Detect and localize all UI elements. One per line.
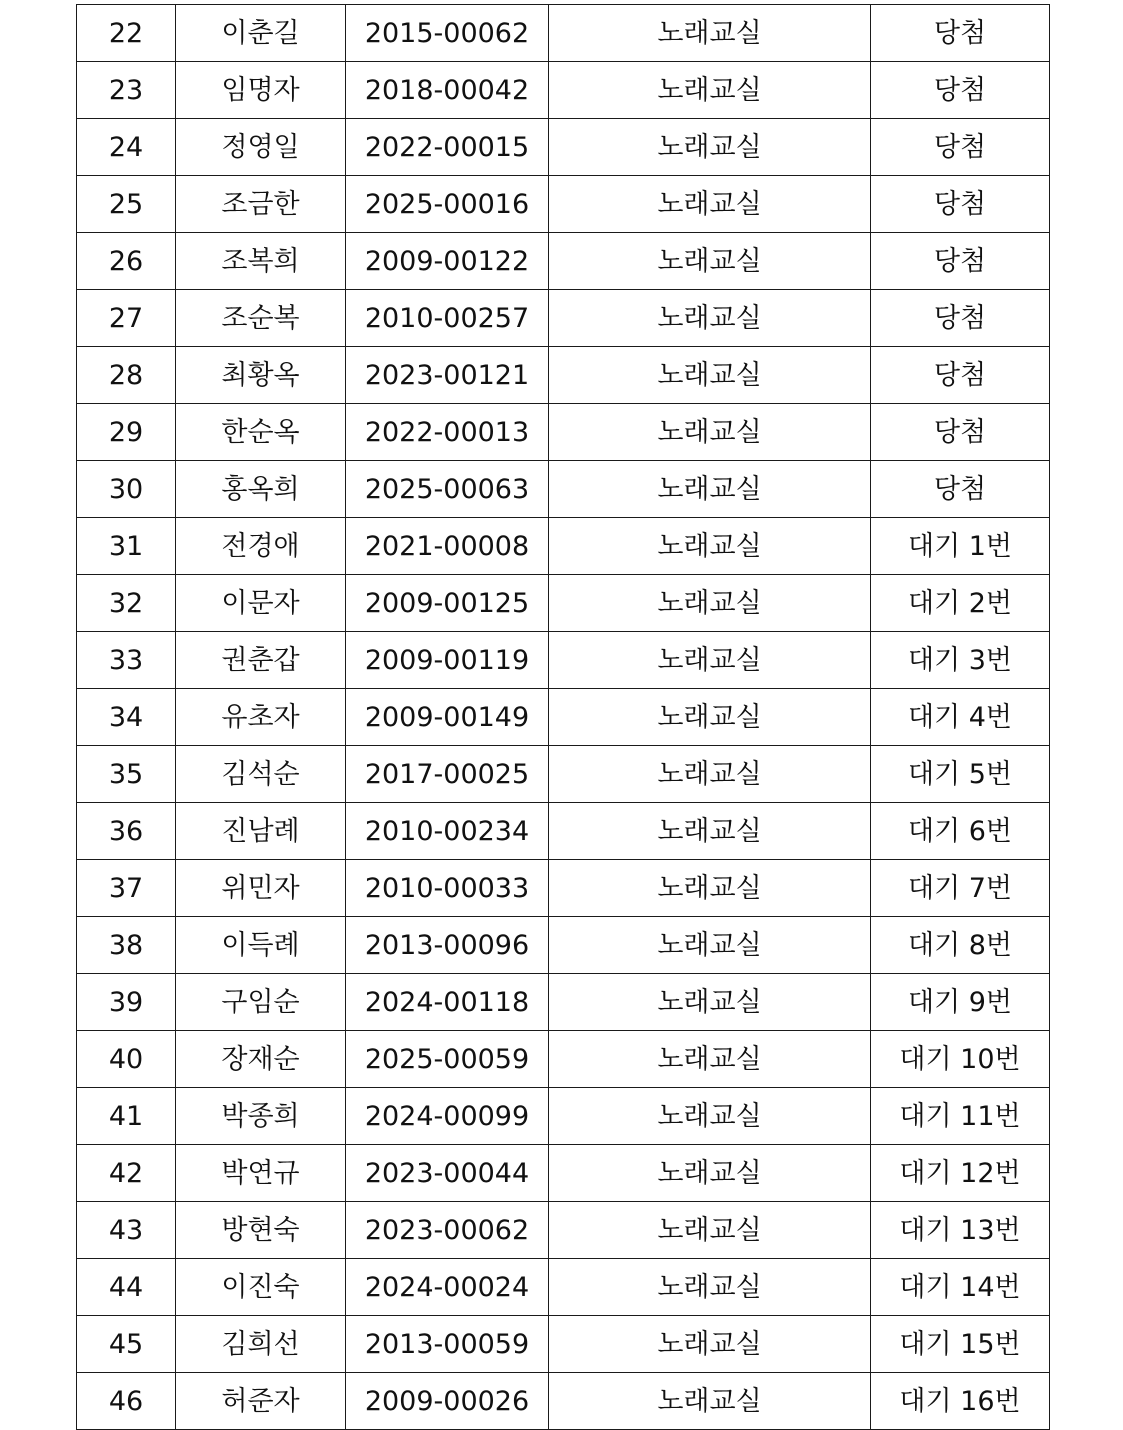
applicant-name-cell: 유초자 <box>176 689 346 746</box>
row-number-cell: 36 <box>77 803 176 860</box>
lottery-result-cell: 대기 12번 <box>871 1145 1050 1202</box>
table-row <box>77 404 1050 461</box>
registration-number-cell: 2009-00026 <box>346 1373 549 1430</box>
applicant-name-cell: 이진숙 <box>176 1259 346 1316</box>
class-name-cell: 노래교실 <box>549 1259 871 1316</box>
lottery-result-cell: 대기 4번 <box>871 689 1050 746</box>
class-name-cell: 노래교실 <box>549 233 871 290</box>
lottery-result-cell: 당첨 <box>871 461 1050 518</box>
lottery-result-table <box>76 4 1050 1430</box>
row-number-cell: 41 <box>77 1088 176 1145</box>
lottery-result-cell: 대기 2번 <box>871 575 1050 632</box>
lottery-result-cell: 대기 13번 <box>871 1202 1050 1259</box>
row-number-cell: 39 <box>77 974 176 1031</box>
row-number-cell: 22 <box>77 5 176 62</box>
class-name-cell: 노래교실 <box>549 917 871 974</box>
registration-number-cell: 2017-00025 <box>346 746 549 803</box>
class-name-cell: 노래교실 <box>549 347 871 404</box>
registration-number-cell: 2009-00125 <box>346 575 549 632</box>
row-number-cell: 33 <box>77 632 176 689</box>
table-row <box>77 461 1050 518</box>
table-row <box>77 176 1050 233</box>
registration-number-cell: 2010-00257 <box>346 290 549 347</box>
table-row <box>77 347 1050 404</box>
applicant-name-cell: 이문자 <box>176 575 346 632</box>
applicant-name-cell: 진남례 <box>176 803 346 860</box>
lottery-result-cell: 대기 6번 <box>871 803 1050 860</box>
class-name-cell: 노래교실 <box>549 404 871 461</box>
row-number-cell: 46 <box>77 1373 176 1430</box>
class-name-cell: 노래교실 <box>549 62 871 119</box>
applicant-name-cell: 허준자 <box>176 1373 346 1430</box>
registration-number-cell: 2022-00015 <box>346 119 549 176</box>
registration-number-cell: 2009-00122 <box>346 233 549 290</box>
table-row <box>77 1202 1050 1259</box>
row-number-cell: 25 <box>77 176 176 233</box>
row-number-cell: 37 <box>77 860 176 917</box>
row-number-cell: 26 <box>77 233 176 290</box>
table-row <box>77 917 1050 974</box>
table-row <box>77 1316 1050 1373</box>
registration-number-cell: 2023-00044 <box>346 1145 549 1202</box>
class-name-cell: 노래교실 <box>549 290 871 347</box>
row-number-cell: 42 <box>77 1145 176 1202</box>
table-row <box>77 974 1050 1031</box>
applicant-name-cell: 구임순 <box>176 974 346 1031</box>
lottery-result-cell: 대기 7번 <box>871 860 1050 917</box>
table-row <box>77 518 1050 575</box>
lottery-result-cell: 대기 10번 <box>871 1031 1050 1088</box>
registration-number-cell: 2024-00099 <box>346 1088 549 1145</box>
row-number-cell: 40 <box>77 1031 176 1088</box>
lottery-result-cell: 대기 15번 <box>871 1316 1050 1373</box>
applicant-name-cell: 조순복 <box>176 290 346 347</box>
class-name-cell: 노래교실 <box>549 1373 871 1430</box>
table-row <box>77 119 1050 176</box>
class-name-cell: 노래교실 <box>549 176 871 233</box>
lottery-result-cell: 대기 11번 <box>871 1088 1050 1145</box>
table-row <box>77 689 1050 746</box>
registration-number-cell: 2024-00024 <box>346 1259 549 1316</box>
applicant-name-cell: 한순옥 <box>176 404 346 461</box>
registration-number-cell: 2010-00033 <box>346 860 549 917</box>
lottery-result-cell: 당첨 <box>871 119 1050 176</box>
row-number-cell: 28 <box>77 347 176 404</box>
lottery-result-cell: 대기 1번 <box>871 518 1050 575</box>
table-row <box>77 1031 1050 1088</box>
table-row <box>77 5 1050 62</box>
class-name-cell: 노래교실 <box>549 803 871 860</box>
class-name-cell: 노래교실 <box>549 974 871 1031</box>
registration-number-cell: 2023-00062 <box>346 1202 549 1259</box>
applicant-name-cell: 김석순 <box>176 746 346 803</box>
table-row <box>77 803 1050 860</box>
lottery-result-cell: 대기 5번 <box>871 746 1050 803</box>
applicant-name-cell: 권춘갑 <box>176 632 346 689</box>
table-row <box>77 860 1050 917</box>
class-name-cell: 노래교실 <box>549 1202 871 1259</box>
class-name-cell: 노래교실 <box>549 689 871 746</box>
table-body <box>77 5 1050 1430</box>
applicant-name-cell: 방현숙 <box>176 1202 346 1259</box>
row-number-cell: 44 <box>77 1259 176 1316</box>
lottery-result-cell: 당첨 <box>871 347 1050 404</box>
applicant-name-cell: 정영일 <box>176 119 346 176</box>
lottery-result-cell: 당첨 <box>871 5 1050 62</box>
class-name-cell: 노래교실 <box>549 5 871 62</box>
row-number-cell: 29 <box>77 404 176 461</box>
class-name-cell: 노래교실 <box>549 1088 871 1145</box>
table-row <box>77 1088 1050 1145</box>
class-name-cell: 노래교실 <box>549 1031 871 1088</box>
table-row <box>77 233 1050 290</box>
registration-number-cell: 2025-00016 <box>346 176 549 233</box>
lottery-result-cell: 대기 8번 <box>871 917 1050 974</box>
table-row <box>77 1373 1050 1430</box>
lottery-result-cell: 대기 9번 <box>871 974 1050 1031</box>
row-number-cell: 43 <box>77 1202 176 1259</box>
row-number-cell: 24 <box>77 119 176 176</box>
lottery-result-cell: 당첨 <box>871 233 1050 290</box>
applicant-name-cell: 김희선 <box>176 1316 346 1373</box>
class-name-cell: 노래교실 <box>549 746 871 803</box>
row-number-cell: 45 <box>77 1316 176 1373</box>
registration-number-cell: 2013-00059 <box>346 1316 549 1373</box>
row-number-cell: 30 <box>77 461 176 518</box>
row-number-cell: 32 <box>77 575 176 632</box>
class-name-cell: 노래교실 <box>549 1316 871 1373</box>
registration-number-cell: 2025-00059 <box>346 1031 549 1088</box>
table-row <box>77 746 1050 803</box>
table-row <box>77 632 1050 689</box>
table-row <box>77 62 1050 119</box>
applicant-name-cell: 장재순 <box>176 1031 346 1088</box>
lottery-result-cell: 대기 3번 <box>871 632 1050 689</box>
class-name-cell: 노래교실 <box>549 575 871 632</box>
lottery-result-cell: 당첨 <box>871 62 1050 119</box>
registration-number-cell: 2022-00013 <box>346 404 549 461</box>
row-number-cell: 38 <box>77 917 176 974</box>
lottery-result-cell: 대기 14번 <box>871 1259 1050 1316</box>
registration-number-cell: 2009-00119 <box>346 632 549 689</box>
applicant-name-cell: 홍옥희 <box>176 461 346 518</box>
registration-number-cell: 2015-00062 <box>346 5 549 62</box>
registration-number-cell: 2021-00008 <box>346 518 549 575</box>
class-name-cell: 노래교실 <box>549 119 871 176</box>
applicant-name-cell: 전경애 <box>176 518 346 575</box>
row-number-cell: 31 <box>77 518 176 575</box>
class-name-cell: 노래교실 <box>549 461 871 518</box>
row-number-cell: 27 <box>77 290 176 347</box>
lottery-result-cell: 당첨 <box>871 290 1050 347</box>
applicant-name-cell: 박종희 <box>176 1088 346 1145</box>
lottery-result-cell: 당첨 <box>871 176 1050 233</box>
applicant-name-cell: 임명자 <box>176 62 346 119</box>
registration-number-cell: 2013-00096 <box>346 917 549 974</box>
registration-number-cell: 2010-00234 <box>346 803 549 860</box>
registration-number-cell: 2024-00118 <box>346 974 549 1031</box>
table-row <box>77 1145 1050 1202</box>
registration-number-cell: 2018-00042 <box>346 62 549 119</box>
row-number-cell: 35 <box>77 746 176 803</box>
class-name-cell: 노래교실 <box>549 632 871 689</box>
registration-number-cell: 2009-00149 <box>346 689 549 746</box>
table-row <box>77 1259 1050 1316</box>
lottery-result-cell: 대기 16번 <box>871 1373 1050 1430</box>
lottery-result-cell: 당첨 <box>871 404 1050 461</box>
applicant-name-cell: 조복희 <box>176 233 346 290</box>
applicant-name-cell: 위민자 <box>176 860 346 917</box>
applicant-name-cell: 이득례 <box>176 917 346 974</box>
class-name-cell: 노래교실 <box>549 1145 871 1202</box>
applicant-name-cell: 최황옥 <box>176 347 346 404</box>
table-row <box>77 290 1050 347</box>
registration-number-cell: 2023-00121 <box>346 347 549 404</box>
table-row <box>77 575 1050 632</box>
row-number-cell: 23 <box>77 62 176 119</box>
row-number-cell: 34 <box>77 689 176 746</box>
registration-number-cell: 2025-00063 <box>346 461 549 518</box>
applicant-name-cell: 조금한 <box>176 176 346 233</box>
applicant-name-cell: 이춘길 <box>176 5 346 62</box>
class-name-cell: 노래교실 <box>549 518 871 575</box>
class-name-cell: 노래교실 <box>549 860 871 917</box>
applicant-name-cell: 박연규 <box>176 1145 346 1202</box>
